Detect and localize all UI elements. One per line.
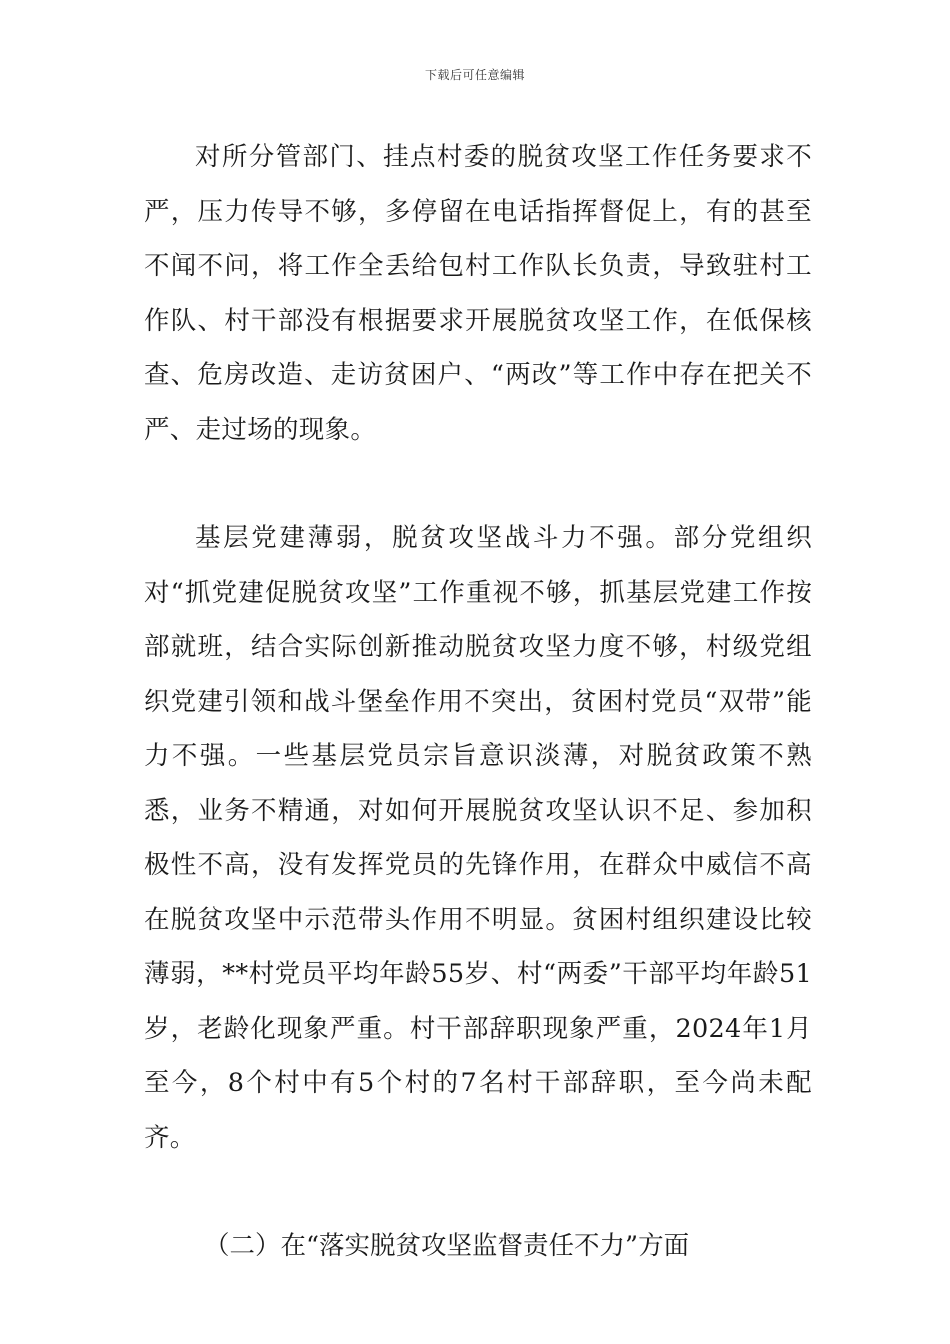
paragraph-spacer bbox=[144, 457, 812, 511]
paragraph-party-building: 基层党建薄弱，脱贫攻坚战斗力不强。部分党组织对“抓党建促脱贫攻坚”工作重视不够，抓基层党建工作按部就班，结合实际创新推动脱贫攻坚力度不够，村级党组织党建引领和战斗堡垒作用不突出，贫困村党员“双带”能力不强。一些基层党员宗旨意识淡薄，对脱贫政策不熟悉，业务不精通，对如何开展脱贫攻坚认识不足、参加积极性不高，没有发挥党员的先锋作用，在群众中威信不高在脱贫攻坚中示范带头作用不明显。贫困村组织建设比较薄弱，**村党员平均年龄55岁、村“两委”干部平均年龄51岁，老龄化现象严重。村干部辞职现象严重，2024年1月至今，8个村中有5个村的7名村干部辞职，至今尚未配齐。 bbox=[144, 523, 812, 1153]
paragraph-responsibility: 对所分管部门、挂点村委的脱贫攻坚工作任务要求不严，压力传导不够，多停留在电话指挥督促上，有的甚至不闻不问，将工作全丢给包村工作队长负责，导致驻村工作队、村干部没有根据要求开展脱贫攻坚工作，在低保核查、危房改造、走访贫困户、“两改”等工作中存在把关不严、走过场的现象。 bbox=[144, 142, 812, 445]
document-body bbox=[144, 130, 812, 1274]
header-editable-note: 下载后可任意编辑 bbox=[424, 68, 525, 82]
section-heading: （二）在“落实脱贫攻坚监督责任不力”方面 bbox=[204, 1231, 690, 1261]
paragraph-spacer bbox=[144, 1165, 812, 1219]
